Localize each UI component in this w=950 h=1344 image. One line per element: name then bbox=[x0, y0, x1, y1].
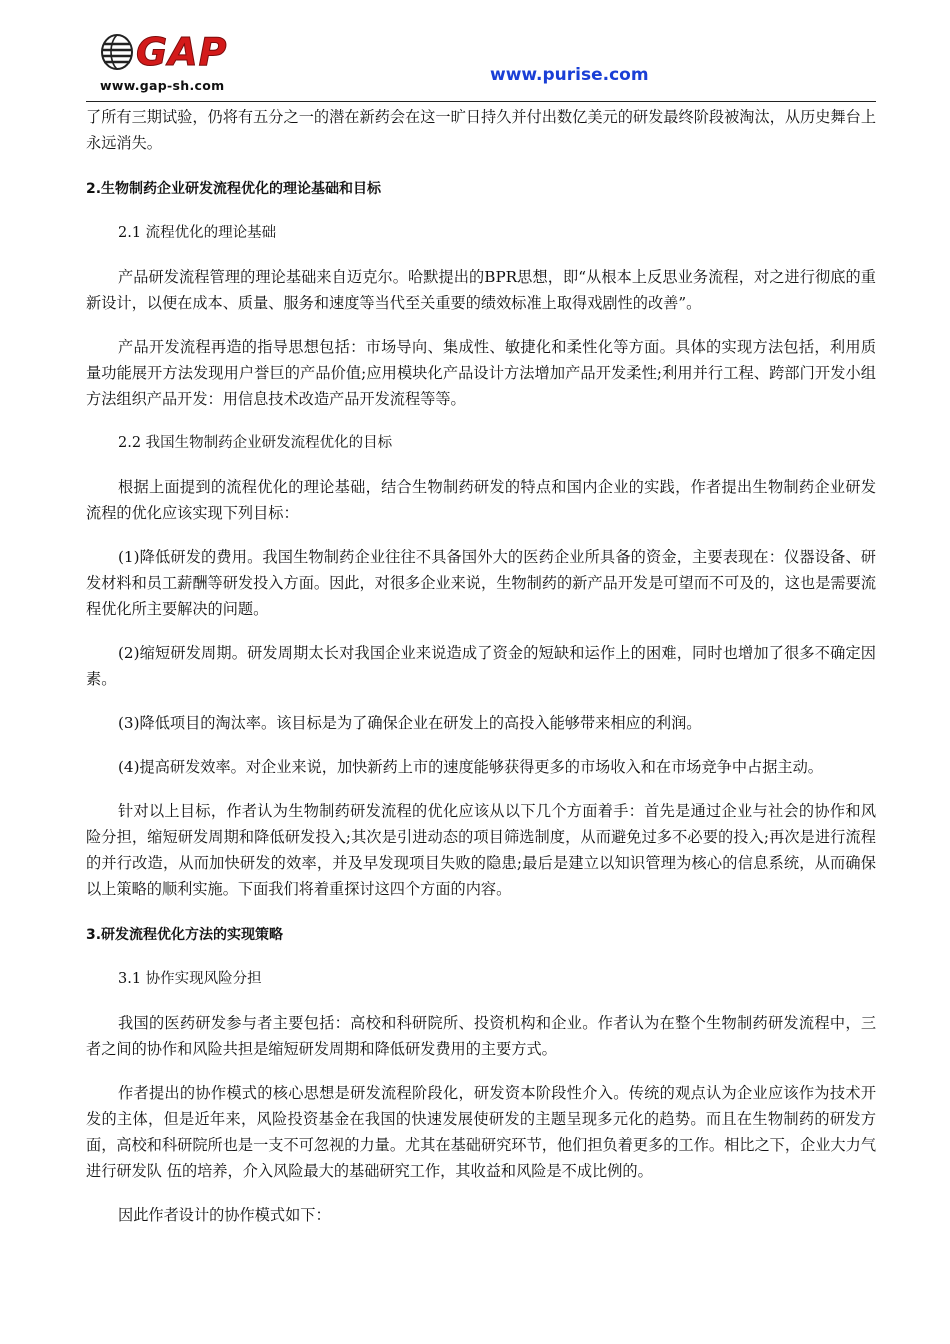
gap-logo bbox=[100, 26, 260, 96]
paragraph: (3)降低项目的淘汰率。该目标是为了确保企业在研发上的高投入能够带来相应的利润。 bbox=[118, 714, 702, 732]
logo-wordmark: GAP bbox=[136, 30, 228, 74]
paragraph: 作者提出的协作模式的核心思想是研发流程阶段化，研发资本阶段性介入。传统的观点认为企业应该作为技术开发的主体，但是近年来，风险投资基金在我国的快速发展使研发的主题呈现多元化的趋势。而且在生物制药的研发方面，高校和科研院所也是一支不可忽视的力量。尤其在基础研究环节，他们担负着更多的工作。相比之下，企业大力气进行研发队 伍的培养，介入风险最大的基础研究工作，其收益和风险是不成比例的。 bbox=[86, 1084, 876, 1180]
paragraph: 了所有三期试验，仍将有五分之一的潜在新药会在这一旷日持久并付出数亿美元的研发最终阶段被淘汰，从历史舞台上永远消失。 bbox=[86, 108, 876, 152]
subsection-heading: 3.1 协作实现风险分担 bbox=[118, 971, 262, 987]
subsection-heading: 2.1 流程优化的理论基础 bbox=[118, 225, 277, 241]
paragraph: 我国的医药研发参与者主要包括：高校和科研院所、投资机构和企业。作者认为在整个生物制药研发流程中，三者之间的协作和风险共担是缩短研发周期和降低研发费用的主要方式。 bbox=[86, 1014, 876, 1058]
section-heading: 2.生物制药企业研发流程优化的理论基础和目标 bbox=[86, 181, 382, 197]
logo-url: www.gap-sh.com bbox=[100, 78, 225, 93]
document-body bbox=[86, 104, 876, 1228]
paragraph: (2)缩短研发周期。研发周期太长对我国企业来说造成了资金的短缺和运作上的困难，同时也增加了很多不确定因素。 bbox=[86, 644, 876, 688]
paragraph: 根据上面提到的流程优化的理论基础，结合生物制药研发的特点和国内企业的实践，作者提出生物制药企业研发流程的优化应该实现下列目标： bbox=[86, 478, 876, 522]
header-rule bbox=[86, 101, 876, 102]
paragraph: 针对以上目标，作者认为生物制药研发流程的优化应该从以下几个方面着手：首先是通过企业与社会的协作和风险分担，缩短研发周期和降低研发投入;其次是引进动态的项目筛选制度，从而避免过多不必要的投入;再次是进行流程的并行改造，从而加快研发的效率，并及早发现项目失败的隐患;最后是建立以知识管理为核心的信息系统，从而确保以上策略的顺利实施。下面我们将着重探讨这四个方面的内容。 bbox=[86, 802, 876, 898]
paragraph: (1)降低研发的费用。我国生物制药企业往往不具备国外大的医药企业所具备的资金，主要表现在：仪器设备、研发材料和员工薪酬等研发投入方面。因此，对很多企业来说，生物制药的新产品开发是可望而不可及的，这也是需要流程优化所主要解决的问题。 bbox=[86, 548, 876, 618]
globe-logo-icon bbox=[100, 32, 134, 72]
paragraph: (4)提高研发效率。对企业来说，加快新药上市的速度能够获得更多的市场收入和在市场竞争中占据主动。 bbox=[118, 758, 823, 776]
paragraph: 产品研发流程管理的理论基础来自迈克尔。哈默提出的BPR思想，即“从根本上反思业务流程，对之进行彻底的重新设计，以便在成本、质量、服务和速度等当代至关重要的绩效标准上取得戏剧性的改善”。 bbox=[86, 268, 876, 312]
subsection-heading: 2.2 我国生物制药企业研发流程优化的目标 bbox=[118, 435, 393, 451]
page-header bbox=[0, 0, 950, 104]
paragraph: 因此作者设计的协作模式如下： bbox=[118, 1206, 331, 1224]
site-url[interactable]: www.purise.com bbox=[490, 65, 649, 85]
section-heading: 3.研发流程优化方法的实现策略 bbox=[86, 927, 284, 943]
paragraph: 产品开发流程再造的指导思想包括：市场导向、集成性、敏捷化和柔性化等方面。具体的实现方法包括，利用质量功能展开方法发现用户誉巨的产品价值;应用模块化产品设计方法增加产品开发柔性;利用并行工程、跨部门开发小组方法组织产品开发：用信息技术改造产品开发流程等等。 bbox=[86, 338, 876, 408]
